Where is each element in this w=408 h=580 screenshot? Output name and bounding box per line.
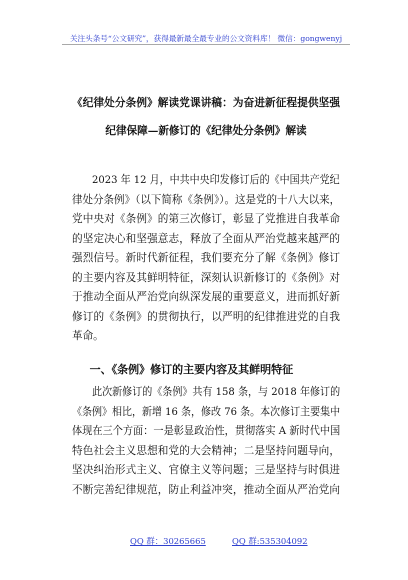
- body-paragraph: [72, 171, 340, 347]
- section-heading: 一、《条例》修订的主要内容及其鲜明特征: [89, 363, 294, 376]
- footer-qq-group-link[interactable]: QQ 群:535304092: [232, 536, 308, 546]
- paragraph-line: 此次新修订的《条例》共有 158 条，与 2018 年修订的: [92, 386, 341, 398]
- document-title-line: 纪律保障—新修订的《纪律处分条例》解读: [105, 125, 307, 137]
- paragraph-line: 2023 年 12 月，中共中央印发修订后的《中国共产党纪: [91, 174, 340, 186]
- paragraph-line: 特色社会主义思想和党的大会精神；二是坚持问题导向，: [72, 444, 340, 457]
- paragraph-line: 强烈信号。新时代新征程，我们要充分了解《条例》修订: [72, 252, 340, 264]
- paragraph-line: 《条例》相比，新增 16 条，修改 76 条。本次修订主要集中: [72, 405, 341, 418]
- page-header: [62, 26, 350, 45]
- paragraph-line: 修订的《条例》的贯彻执行，以严明的纪律推进党的自我: [72, 310, 340, 323]
- document-title: [72, 89, 340, 145]
- paragraph-line: 的坚定决心和坚强意志，释放了全面从严治党越来越严的: [72, 232, 340, 245]
- page-footer: [0, 533, 408, 549]
- paragraph-line: 于推动全面从严治党向纵深发展的重要意义，进而抓好新: [72, 291, 340, 303]
- paragraph-line: 体现在三个方面：一是彰显政治性，贯彻落实 A 新时代中国: [72, 425, 341, 437]
- paragraph-line: 律处分条例》（以下简称《条例》）。这是党的十八大以来，: [72, 193, 341, 206]
- document-title-line: 《纪律处分条例》解读党课讲稿：为奋进新征程提供坚强: [72, 97, 340, 109]
- section-heading-block: [72, 360, 340, 380]
- paragraph-line: 坚决纠治形式主义、官僚主义等问题；三是坚持与时俱进: [72, 464, 340, 476]
- paragraph-line: 党中央对《条例》的第三次修订，彰显了党推进自我革命: [72, 213, 340, 225]
- body-paragraph: [72, 383, 340, 500]
- page-header-text: 关注头条号“公文研究”，获得最新最全最专业的公文资料库！ 微信：gongwenyj: [69, 34, 343, 43]
- paragraph-line: 革命。: [72, 330, 104, 342]
- footer-qq-group-link[interactable]: QQ 群：30265665: [130, 536, 206, 546]
- paragraph-line: 的主要内容及其鲜明特征，深刻认识新修订的《条例》对: [72, 271, 340, 284]
- paragraph-line: 不断完善纪律规范，防止利益冲突，推动全面从严治党向: [72, 483, 340, 496]
